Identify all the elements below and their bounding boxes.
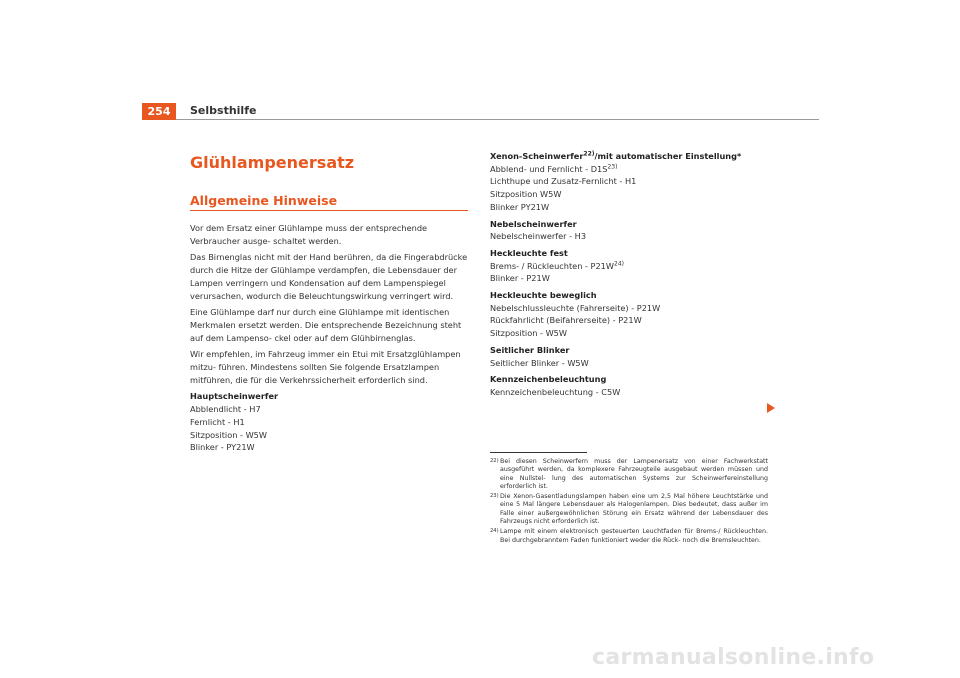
heading-text: Xenon-Scheinwerfer <box>490 151 584 161</box>
watermark: carmanualsonline.info <box>592 645 875 670</box>
lamp-line: Lichthupe und Zusatz-Fernlicht - H1 <box>490 176 637 187</box>
paragraph: Wir empfehlen, im Fahrzeug immer ein Etui mit Ersatzglühlampen mitzu- führen. Mindestens sollten Sie folgende Ersatzlampen mitführen, die für die Verkehrssicherheit erforderlich sind. <box>190 349 461 385</box>
section-title: Selbsthilfe <box>190 104 257 117</box>
group-heading: Kennzeichenbeleuchtung <box>490 374 607 385</box>
right-column <box>490 150 770 403</box>
footnote-ref[interactable]: 23) <box>607 162 618 170</box>
page-header <box>142 103 819 121</box>
lamp-group-rear-movable <box>490 289 770 340</box>
lamp-line: Abblendlicht - H7 <box>190 404 261 415</box>
lamp-line-text: Brems- / Rückleuchten - P21W <box>490 260 614 271</box>
footnote-divider <box>490 452 587 453</box>
left-column <box>190 150 468 458</box>
group-heading: Hauptscheinwerfer <box>190 391 279 402</box>
lamp-line: Sitzposition W5W <box>490 189 562 200</box>
footnote-text: Die Xenon-Gasentladungslampen haben eine um 2,5 Mal höhere Leuchtstärke und eine 5 Mal längere Lebensdauer als Halogenlampen. Dies bedeutet, dass außer im Falle einer außergewöhnlichen Störung ein Ersatz während der Lebensdauer des Fahrzeugs nicht erforderlich ist. <box>500 493 768 526</box>
paragraph: Eine Glühlampe darf nur durch eine Glühlampe mit identischen Merkmalen ersetzt werden. Die entsprechende Bezeichnung steht auf dem Lampenso- ckel oder auf dem Glühbirnenglas. <box>190 307 462 343</box>
lamp-group-rear-fixed <box>490 247 770 285</box>
continue-arrow-icon <box>767 403 775 413</box>
group-heading <box>490 150 770 163</box>
footnote-text: Bei diesen Scheinwerfern muss der Lampenersatz von einer Fachwerkstatt ausgeführt werden, da komplexere Fahrzeugteile ausgebaut werden müssen und eine Nullstel- lung des automatischen Systems zur Scheinwerfereinstellung erforderlich ist. <box>500 458 768 490</box>
paragraph: Vor dem Ersatz einer Glühlampe muss der entsprechende Verbraucher ausge- schaltet werden. <box>190 223 428 246</box>
footnote-mark: 22) <box>490 458 499 464</box>
lamp-line: Sitzposition - W5W <box>190 429 267 440</box>
footnote <box>490 493 768 526</box>
heading-text: /mit automatischer Einstellung* <box>594 151 742 161</box>
footnote-ref[interactable]: 24) <box>614 259 624 267</box>
lamp-line <box>490 260 770 273</box>
group-heading: Heckleuchte beweglich <box>490 290 597 301</box>
header-divider <box>176 119 819 120</box>
paragraph: Das Birnenglas nicht mit der Hand berühren, da die Fingerabdrücke durch die Hitze der Glühlampe verdampfen, die Lebensdauer der Lampen verringern und Kondensation auf dem Lampenspiegel verursachen, wodurch die Beleuchtungswirkung verringert wird. <box>190 252 468 301</box>
lamp-line: Nebelscheinwerfer - H3 <box>490 231 587 242</box>
footnote <box>490 458 768 491</box>
lamp-group-xenon <box>490 150 770 214</box>
lamp-line: Blinker - P21W <box>490 273 550 284</box>
footnote-ref[interactable]: 22) <box>583 150 595 158</box>
lamp-group-headlights <box>190 390 468 454</box>
footnote-text: Lampe mit einem elektronisch gesteuerten Leuchtfaden für Brems-/ Rückleuchten. Bei durchgebranntem Faden funktioniert weder die Rück- noch die Bremsleuchten. <box>500 528 768 544</box>
subsection-title: Allgemeine Hinweise <box>190 193 468 211</box>
lamp-line: Fernlicht - H1 <box>190 416 245 427</box>
page-title: Glühlampenersatz <box>190 153 355 172</box>
lamp-line: Blinker - PY21W <box>190 442 255 453</box>
lamp-line: Rückfahrlicht (Beifahrerseite) - P21W <box>490 315 642 326</box>
lamp-line <box>490 163 770 176</box>
lamp-line-text: Abblend- und Fernlicht - D1S <box>490 163 608 174</box>
lamp-group-fog <box>490 218 770 243</box>
lamp-line: Sitzposition - W5W <box>490 328 567 339</box>
lamp-line: Blinker PY21W <box>490 201 550 212</box>
footnotes <box>490 458 768 547</box>
lamp-line: Nebelschlussleuchte (Fahrerseite) - P21W <box>490 302 661 313</box>
lamp-line: Seitlicher Blinker - W5W <box>490 357 589 368</box>
group-heading: Heckleuchte fest <box>490 247 568 258</box>
footnote-mark: 24) <box>490 528 499 535</box>
lamp-group-plate <box>490 373 770 398</box>
group-heading: Nebelscheinwerfer <box>490 218 577 229</box>
page-number: 254 <box>142 103 176 120</box>
footnote <box>490 528 768 545</box>
group-heading: Seitlicher Blinker <box>490 344 570 355</box>
lamp-group-side <box>490 344 770 369</box>
footnote-mark: 23) <box>490 493 499 500</box>
lamp-line: Kennzeichenbeleuchtung - C5W <box>490 386 621 397</box>
